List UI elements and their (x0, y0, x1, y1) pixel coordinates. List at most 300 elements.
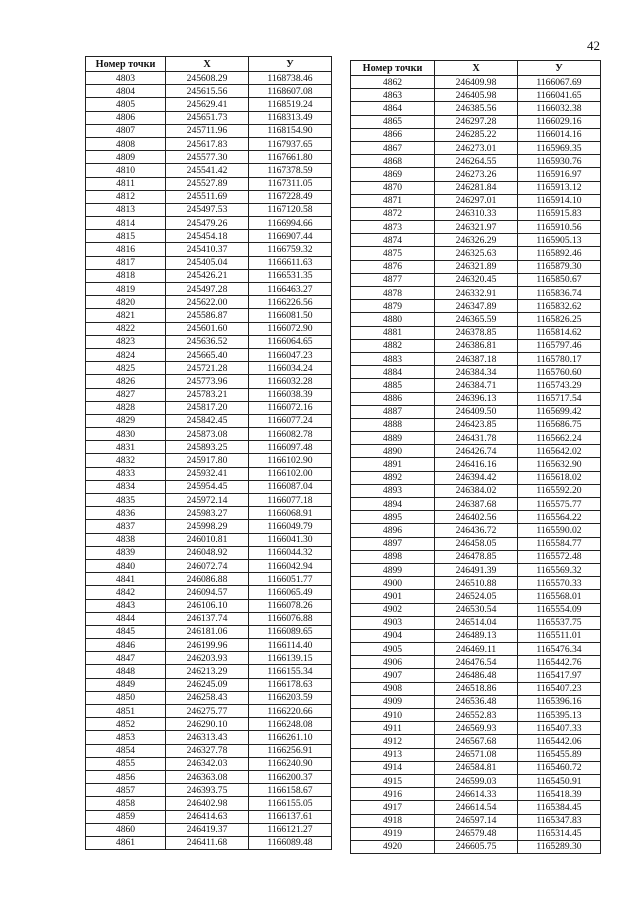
cell-x: 246342.03 (166, 757, 249, 770)
table-row (86, 559, 332, 572)
cell-point-number: 4844 (86, 612, 166, 625)
table-row (86, 243, 332, 256)
table-row (86, 533, 332, 546)
cell-x: 245773.96 (166, 375, 249, 388)
cell-point-number: 4918 (351, 814, 435, 827)
cell-y: 1166256.91 (249, 744, 332, 757)
cell-point-number: 4895 (351, 511, 435, 524)
table-row (351, 418, 601, 431)
cell-point-number: 4868 (351, 155, 435, 168)
table-row (351, 669, 601, 682)
cell-x: 246384.71 (435, 379, 518, 392)
cell-x: 245932.41 (166, 467, 249, 480)
table-row (351, 194, 601, 207)
cell-x: 246290.10 (166, 718, 249, 731)
cell-y: 1167228.49 (249, 190, 332, 203)
cell-x: 245783.21 (166, 388, 249, 401)
cell-y: 1166034.24 (249, 362, 332, 375)
table-row (351, 366, 601, 379)
cell-y: 1166014.16 (518, 128, 601, 141)
cell-y: 1165289.30 (518, 840, 601, 853)
cell-point-number: 4869 (351, 168, 435, 181)
cell-point-number: 4897 (351, 537, 435, 550)
cell-y: 1166051.77 (249, 573, 332, 586)
cell-point-number: 4902 (351, 603, 435, 616)
table-row (351, 471, 601, 484)
cell-y: 1165418.39 (518, 788, 601, 801)
cell-x: 246384.02 (435, 484, 518, 497)
cell-point-number: 4805 (86, 98, 166, 111)
cell-point-number: 4917 (351, 801, 435, 814)
cell-point-number: 4824 (86, 348, 166, 361)
cell-point-number: 4842 (86, 586, 166, 599)
cell-x: 246264.55 (435, 155, 518, 168)
cell-x: 246378.85 (435, 326, 518, 339)
table-row (351, 801, 601, 814)
cell-point-number: 4846 (86, 639, 166, 652)
cell-y: 1166029.16 (518, 115, 601, 128)
cell-x: 246414.63 (166, 810, 249, 823)
cell-point-number: 4858 (86, 797, 166, 810)
cell-x: 245601.60 (166, 322, 249, 335)
cell-point-number: 4810 (86, 164, 166, 177)
cell-point-number: 4807 (86, 124, 166, 137)
cell-point-number: 4904 (351, 629, 435, 642)
cell-point-number: 4806 (86, 111, 166, 124)
cell-point-number: 4851 (86, 705, 166, 718)
cell-x: 246321.97 (435, 221, 518, 234)
table-row (86, 414, 332, 427)
cell-x: 246199.96 (166, 639, 249, 652)
cell-x: 245972.14 (166, 494, 249, 507)
table-row (86, 652, 332, 665)
table-row (351, 89, 601, 102)
cell-y: 1165618.02 (518, 471, 601, 484)
cell-x: 246599.03 (435, 774, 518, 787)
cell-point-number: 4889 (351, 432, 435, 445)
cell-x: 245608.29 (166, 72, 249, 85)
cell-x: 246614.33 (435, 788, 518, 801)
table-row (351, 656, 601, 669)
table-row (351, 511, 601, 524)
table-row (86, 454, 332, 467)
cell-y: 1166032.38 (518, 102, 601, 115)
table-header-row (351, 61, 601, 76)
cell-x: 246213.29 (166, 665, 249, 678)
cell-point-number: 4821 (86, 309, 166, 322)
cell-x: 246326.29 (435, 234, 518, 247)
table-row (351, 709, 601, 722)
cell-point-number: 4870 (351, 181, 435, 194)
cell-x: 245577.30 (166, 151, 249, 164)
cell-x: 245410.37 (166, 243, 249, 256)
table-row (86, 718, 332, 731)
cell-point-number: 4862 (351, 76, 435, 89)
cell-y: 1166121.27 (249, 823, 332, 836)
table-row (86, 665, 332, 678)
cell-y: 1166076.88 (249, 612, 332, 625)
table-row (351, 221, 601, 234)
cell-x: 246393.75 (166, 784, 249, 797)
cell-y: 1166041.65 (518, 89, 601, 102)
cell-x: 246086.88 (166, 573, 249, 586)
table-row (351, 313, 601, 326)
cell-x: 246486.48 (435, 669, 518, 682)
cell-y: 1166049.79 (249, 520, 332, 533)
cell-y: 1166102.00 (249, 467, 332, 480)
cell-x: 246416.16 (435, 458, 518, 471)
cell-point-number: 4886 (351, 392, 435, 405)
cell-y: 1166759.32 (249, 243, 332, 256)
table-row (86, 507, 332, 520)
table-row (86, 98, 332, 111)
cell-point-number: 4841 (86, 573, 166, 586)
cell-y: 1165905.13 (518, 234, 601, 247)
table-row (86, 111, 332, 124)
cell-y: 1166078.26 (249, 599, 332, 612)
cell-point-number: 4875 (351, 247, 435, 260)
cell-y: 1168313.49 (249, 111, 332, 124)
cell-point-number: 4913 (351, 748, 435, 761)
cell-y: 1166102.90 (249, 454, 332, 467)
table-row (351, 392, 601, 405)
cell-y: 1166158.67 (249, 784, 332, 797)
cell-x: 246571.08 (435, 748, 518, 761)
cell-point-number: 4892 (351, 471, 435, 484)
cell-x: 246275.77 (166, 705, 249, 718)
table-row (351, 326, 601, 339)
cell-y: 1166907.44 (249, 230, 332, 243)
cell-y: 1165314.45 (518, 827, 601, 840)
cell-x: 246072.74 (166, 559, 249, 572)
table-row (351, 273, 601, 286)
cell-x: 246106.10 (166, 599, 249, 612)
cell-x: 246605.75 (435, 840, 518, 853)
cell-y: 1165395.13 (518, 709, 601, 722)
table-row (86, 428, 332, 441)
cell-x: 246510.88 (435, 577, 518, 590)
cell-point-number: 4912 (351, 735, 435, 748)
cell-y: 1166531.35 (249, 269, 332, 282)
cell-x: 245651.73 (166, 111, 249, 124)
cell-y: 1165407.23 (518, 682, 601, 695)
cell-x: 246552.83 (435, 709, 518, 722)
cell-y: 1165915.83 (518, 207, 601, 220)
cell-y: 1166042.94 (249, 559, 332, 572)
cell-y: 1165717.54 (518, 392, 601, 405)
table-row (351, 577, 601, 590)
table-row (86, 401, 332, 414)
cell-y: 1165836.74 (518, 287, 601, 300)
cell-y: 1166114.40 (249, 639, 332, 652)
table-row (86, 388, 332, 401)
cell-x: 246347.89 (435, 300, 518, 313)
table-row (351, 840, 601, 853)
cell-x: 246387.68 (435, 498, 518, 511)
cell-point-number: 4901 (351, 590, 435, 603)
cell-y: 1165442.06 (518, 735, 601, 748)
cell-point-number: 4899 (351, 563, 435, 576)
cell-x: 246614.54 (435, 801, 518, 814)
header-x: X (166, 57, 249, 72)
cell-x: 245983.27 (166, 507, 249, 520)
table-row (86, 441, 332, 454)
cell-point-number: 4811 (86, 177, 166, 190)
cell-point-number: 4880 (351, 313, 435, 326)
table-row (351, 814, 601, 827)
table-row (86, 335, 332, 348)
cell-point-number: 4900 (351, 577, 435, 590)
cell-point-number: 4829 (86, 414, 166, 427)
cell-point-number: 4820 (86, 296, 166, 309)
cell-x: 246137.74 (166, 612, 249, 625)
table-row (86, 124, 332, 137)
table-row (86, 744, 332, 757)
cell-x: 245817.20 (166, 401, 249, 414)
table-row (86, 836, 332, 849)
cell-point-number: 4884 (351, 366, 435, 379)
cell-y: 1165913.12 (518, 181, 601, 194)
table-row (351, 379, 601, 392)
cell-point-number: 4852 (86, 718, 166, 731)
cell-x: 245541.42 (166, 164, 249, 177)
table-row (86, 72, 332, 85)
header-point-number: Номер точки (351, 61, 435, 76)
cell-x: 246281.84 (435, 181, 518, 194)
cell-y: 1166178.63 (249, 678, 332, 691)
cell-point-number: 4847 (86, 652, 166, 665)
cell-point-number: 4854 (86, 744, 166, 757)
cell-point-number: 4878 (351, 287, 435, 300)
cell-x: 245998.29 (166, 520, 249, 533)
cell-point-number: 4896 (351, 524, 435, 537)
cell-point-number: 4883 (351, 352, 435, 365)
cell-x: 245917.80 (166, 454, 249, 467)
cell-point-number: 4888 (351, 418, 435, 431)
table-row (351, 352, 601, 365)
cell-y: 1167120.58 (249, 203, 332, 216)
cell-x: 246048.92 (166, 546, 249, 559)
cell-x: 245586.87 (166, 309, 249, 322)
table-row (86, 309, 332, 322)
table-row (351, 155, 601, 168)
cell-point-number: 4881 (351, 326, 435, 339)
cell-point-number: 4849 (86, 678, 166, 691)
cell-x: 245405.04 (166, 256, 249, 269)
cell-y: 1166047.23 (249, 348, 332, 361)
cell-point-number: 4876 (351, 260, 435, 273)
cell-y: 1166038.39 (249, 388, 332, 401)
table-row (86, 573, 332, 586)
table-row (86, 823, 332, 836)
cell-point-number: 4826 (86, 375, 166, 388)
cell-point-number: 4825 (86, 362, 166, 375)
cell-point-number: 4830 (86, 428, 166, 441)
table-row (86, 770, 332, 783)
table-row (86, 322, 332, 335)
cell-point-number: 4823 (86, 335, 166, 348)
cell-y: 1166155.05 (249, 797, 332, 810)
cell-y: 1165455.89 (518, 748, 601, 761)
table-row (86, 269, 332, 282)
cell-point-number: 4845 (86, 625, 166, 638)
cell-x: 246321.89 (435, 260, 518, 273)
cell-x: 246320.45 (435, 273, 518, 286)
cell-point-number: 4890 (351, 445, 435, 458)
cell-y: 1165910.56 (518, 221, 601, 234)
cell-x: 246597.14 (435, 814, 518, 827)
table-row (351, 788, 601, 801)
cell-point-number: 4843 (86, 599, 166, 612)
cell-point-number: 4855 (86, 757, 166, 770)
table-row (86, 586, 332, 599)
cell-x: 245511.69 (166, 190, 249, 203)
cell-y: 1166139.15 (249, 652, 332, 665)
cell-x: 246384.34 (435, 366, 518, 379)
table-row (86, 705, 332, 718)
cell-point-number: 4839 (86, 546, 166, 559)
cell-x: 246297.01 (435, 194, 518, 207)
cell-x: 245636.52 (166, 335, 249, 348)
table-row (351, 590, 601, 603)
cell-y: 1165780.17 (518, 352, 601, 365)
cell-y: 1165572.48 (518, 550, 601, 563)
cell-y: 1166065.49 (249, 586, 332, 599)
table-row (86, 467, 332, 480)
cell-x: 245842.45 (166, 414, 249, 427)
cell-x: 246203.93 (166, 652, 249, 665)
cell-point-number: 4837 (86, 520, 166, 533)
table-row (86, 612, 332, 625)
cell-point-number: 4882 (351, 339, 435, 352)
cell-y: 1166155.34 (249, 665, 332, 678)
cell-y: 1165450.91 (518, 774, 601, 787)
cell-x: 246458.05 (435, 537, 518, 550)
cell-y: 1168607.08 (249, 85, 332, 98)
cell-x: 245479.26 (166, 217, 249, 230)
cell-x: 246409.98 (435, 76, 518, 89)
cell-point-number: 4819 (86, 283, 166, 296)
cell-x: 246402.56 (435, 511, 518, 524)
cell-point-number: 4833 (86, 467, 166, 480)
table-row (86, 296, 332, 309)
table-row (86, 375, 332, 388)
page-number: 42 (587, 38, 600, 53)
table-row (351, 643, 601, 656)
cell-y: 1165832.62 (518, 300, 601, 313)
cell-y: 1165914.10 (518, 194, 601, 207)
header-x: X (435, 61, 518, 76)
cell-x: 246423.85 (435, 418, 518, 431)
cell-point-number: 4874 (351, 234, 435, 247)
cell-point-number: 4898 (351, 550, 435, 563)
table-row (351, 498, 601, 511)
table-row (351, 761, 601, 774)
cell-y: 1165564.22 (518, 511, 601, 524)
cell-y: 1167937.65 (249, 137, 332, 150)
cell-point-number: 4815 (86, 230, 166, 243)
cell-y: 1166041.30 (249, 533, 332, 546)
table-row (86, 731, 332, 744)
cell-y: 1165699.42 (518, 405, 601, 418)
table-row (86, 217, 332, 230)
table-row (351, 735, 601, 748)
cell-y: 1165632.90 (518, 458, 601, 471)
cell-x: 245497.53 (166, 203, 249, 216)
header-y: У (518, 61, 601, 76)
cell-y: 1167311.05 (249, 177, 332, 190)
cell-y: 1166463.27 (249, 283, 332, 296)
cell-point-number: 4828 (86, 401, 166, 414)
cell-x: 245893.25 (166, 441, 249, 454)
cell-x: 246310.33 (435, 207, 518, 220)
cell-x: 245873.08 (166, 428, 249, 441)
table-row (86, 520, 332, 533)
table-row (351, 128, 601, 141)
cell-y: 1165743.29 (518, 379, 601, 392)
cell-y: 1165570.33 (518, 577, 601, 590)
cell-y: 1166994.66 (249, 217, 332, 230)
cell-x: 246297.28 (435, 115, 518, 128)
cell-point-number: 4914 (351, 761, 435, 774)
cell-point-number: 4835 (86, 494, 166, 507)
cell-y: 1165511.01 (518, 629, 601, 642)
cell-x: 246584.81 (435, 761, 518, 774)
table-row (86, 797, 332, 810)
cell-x: 245629.41 (166, 98, 249, 111)
cell-y: 1168738.46 (249, 72, 332, 85)
cell-x: 245497.28 (166, 283, 249, 296)
table-row (351, 168, 601, 181)
cell-x: 246387.18 (435, 352, 518, 365)
cell-y: 1166226.56 (249, 296, 332, 309)
cell-y: 1166044.32 (249, 546, 332, 559)
cell-point-number: 4814 (86, 217, 166, 230)
cell-y: 1165642.02 (518, 445, 601, 458)
cell-x: 246273.01 (435, 141, 518, 154)
cell-y: 1165384.45 (518, 801, 601, 814)
cell-y: 1166240.90 (249, 757, 332, 770)
cell-x: 246181.06 (166, 625, 249, 638)
cell-point-number: 4840 (86, 559, 166, 572)
table-row (351, 115, 601, 128)
cell-point-number: 4894 (351, 498, 435, 511)
cell-y: 1165584.77 (518, 537, 601, 550)
cell-y: 1165568.01 (518, 590, 601, 603)
table-row (351, 629, 601, 642)
table-row (351, 774, 601, 787)
cell-point-number: 4803 (86, 72, 166, 85)
table-row (351, 722, 601, 735)
table-row (86, 757, 332, 770)
cell-y: 1165760.60 (518, 366, 601, 379)
cell-point-number: 4879 (351, 300, 435, 313)
table-row (86, 784, 332, 797)
table-row (351, 748, 601, 761)
cell-x: 245622.00 (166, 296, 249, 309)
cell-point-number: 4827 (86, 388, 166, 401)
table-row (351, 405, 601, 418)
table-header-row (86, 57, 332, 72)
cell-x: 245665.40 (166, 348, 249, 361)
cell-point-number: 4808 (86, 137, 166, 150)
cell-point-number: 4857 (86, 784, 166, 797)
cell-point-number: 4873 (351, 221, 435, 234)
cell-y: 1165879.30 (518, 260, 601, 273)
cell-y: 1166082.78 (249, 428, 332, 441)
header-y: У (249, 57, 332, 72)
cell-x: 246325.63 (435, 247, 518, 260)
